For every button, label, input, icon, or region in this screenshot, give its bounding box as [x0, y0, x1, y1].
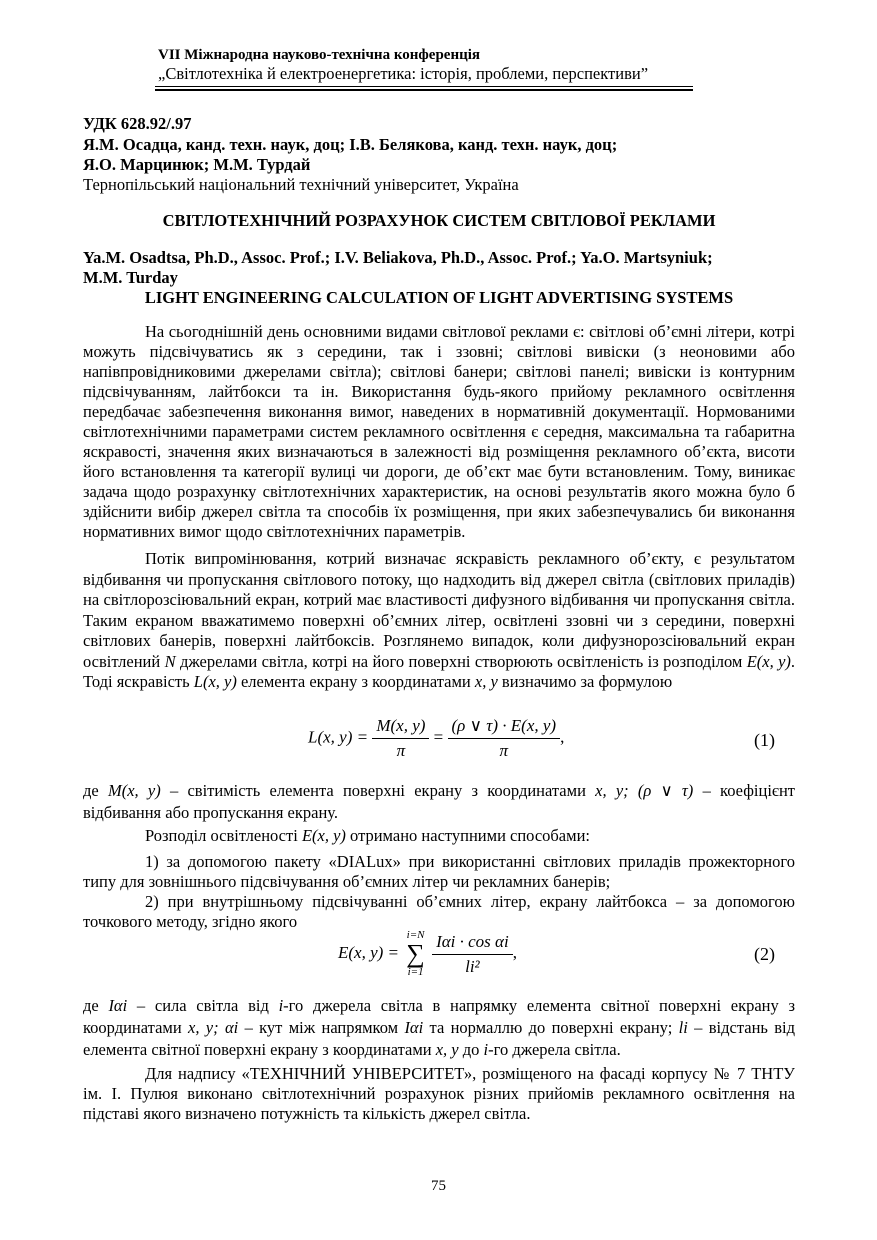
authors-en-line-1: Ya.M. Osadtsa, Ph.D., Assoc. Prof.; I.V. Beliakova, Ph.D., Assoc. Prof.; Ya.O. Martsyniuk; [83, 248, 713, 267]
title-ua: СВІТЛОТЕХНІЧНИЙ РОЗРАХУНОК СИСТЕМ СВІТЛОВОЇ РЕКЛАМИ [162, 211, 716, 230]
paragraph-1: На сьогоднішній день основними видами світлової реклами є: світлові об’ємні літери, котрі можуть підсвічуватись як з середини, так і ззовні; світлові вивіски (з неоновими або напівпровідниковими джерелами світла); світлові банери; світлові панелі; вивіски із контурним підсвічуванням, лайтбокси та ін. Використання будь-якого прийому рекламного освітлення передбачає забезпечення виконання вимог, наведених в нормативній документації. Нормованими світлотехнічними параметрами систем рекламного освітлення є середня, максимальна та габаритна яскравості, значення яких визначаються в залежності від розміщення рекламного об’єкта, висоти його встановлення та категорії вулиці чи дороги, де об’єкт має бути встановленим. Тому, виникає задача щодо розрахунку світлотехнічних характеристик, на основі результатів якого можна було б здійснити вибір джерел світла та способів їх розміщення, при яких забезпечувались би виконання нормативних вимог щодо світлотехнічних параметрів. [83, 322, 795, 541]
formula-1-tail: , [560, 727, 565, 747]
header-rule-thin [155, 86, 693, 87]
conference-title: „Світлотехніка й електроенергетика: історія, проблеми, перспективи” [158, 64, 649, 83]
formula-1-num-1: M(x, y) [372, 716, 429, 739]
symbol-i-2: i [483, 1040, 489, 1059]
formula-2-number: (2) [754, 944, 775, 964]
udc-code: УДК 628.92/.97 [83, 114, 192, 133]
conference-name: VII Міжнародна науково-технічна конференція [158, 47, 481, 63]
paragraph-3 [83, 780, 795, 824]
paragraph-2-text-a: Потік випромінювання, котрий визначає яскравість рекламного об’єкту, є результатом відбивання чи пропускання світлового потоку, що надходить від джерел світла (світлових приладів) на світлорозсіювальний екран, котрий має властивості дифузного відбивання чи пропускання світла. Таким екраном вважатимемо поверхні об’ємних літер, освітлені ззовні чи з середини, поверхні світлових банерів, поверхні лайтбоксів. Розглянемо випадок, коли дифузнорозсіювальний екран освітлений [83, 549, 795, 671]
page-number: 75 [431, 1178, 446, 1194]
symbol-i-alpha-2: Iαi [404, 1018, 424, 1037]
symbol-xy-2: x, y; [595, 781, 629, 800]
formula-2-sum-sign: ∑ [406, 939, 425, 968]
paragraph-7-text-f: до [462, 1040, 480, 1059]
formula-2-sum [406, 930, 425, 978]
authors-ua-line-2: Я.О. Марцинюк; М.М. Турдай [83, 155, 311, 174]
formula-1-fraction-2 [448, 716, 561, 761]
formula-2-lhs: E(x, y) = [338, 942, 400, 962]
symbol-xy-3: x, y; [188, 1018, 219, 1037]
symbol-l-xy: L(x, y) [193, 672, 237, 691]
paragraph-2-text-b: джерелами світла, котрі на його поверхні створюють освітленість із розподілом [179, 651, 743, 671]
paragraph-4 [83, 826, 795, 846]
formula-2-denominator: li² [465, 956, 480, 976]
formula-1-number: (1) [754, 730, 775, 750]
paragraph-7-text-b: -го джерела світла в напрямку елемента світної поверхні екрану з координатами [83, 996, 795, 1037]
conference-header [158, 46, 698, 84]
formula-1-den-2: π [499, 741, 509, 760]
symbol-l: li [678, 1018, 688, 1037]
paragraph-3-text-b: – коефіцієнт відбивання або пропускання екрану. [83, 781, 796, 822]
formula-1-lhs: L(x, y) = [308, 727, 369, 747]
paragraph-7-text-e: – відстань від елемента світної поверхні екрану з координатами [83, 1018, 796, 1059]
symbol-m-xy: M(x, y) [107, 781, 161, 800]
symbol-i: i [278, 996, 284, 1015]
symbol-alpha: αi [224, 1018, 239, 1037]
formula-2-sum-bottom: i=1 [407, 966, 424, 978]
paragraph-7-pre: де [83, 996, 99, 1015]
symbol-i-alpha: Iαi [108, 996, 128, 1015]
authors-en-line-2: M.M. Turday [83, 268, 178, 287]
header-rule-thick [155, 89, 693, 91]
paragraph-4-text-b: отримано наступними способами: [350, 826, 590, 845]
formula-2-sum-top: i=N [406, 929, 425, 941]
paragraph-4-text-a: Розподіл освітленості [145, 826, 298, 845]
paragraph-5: 1) за допомогою пакету «DIALux» при використанні світлових приладів прожекторного типу для зовнішнього підсвічування об’ємних літер чи рекламних банерів; [83, 852, 795, 891]
formula-1-fraction-1 [372, 716, 429, 761]
paragraph-7 [83, 995, 795, 1061]
formula-2-tail: , [512, 942, 517, 962]
paragraph-7-text-g: -го джерела світла. [488, 1040, 621, 1059]
formula-1 [83, 716, 795, 770]
paragraph-2 [83, 549, 795, 693]
symbol-xy-4: x, y [435, 1040, 459, 1059]
authors-ua-line-1: Я.М. Осадца, канд. техн. наук, доц; І.В. Белякова, канд. техн. наук, доц; [83, 135, 618, 154]
paragraph-8: Для надпису «ТЕХНІЧНИЙ УНІВЕРСИТЕТ», розміщеного на фасаді корпусу № 7 ТНТУ ім. І. Пулюя виконано світлотехнічний розрахунок різних прийомів рекламного освітлення на підставі якого визначено потужність та кількість джерел світла. [83, 1064, 795, 1123]
paragraph-7-text-a: – сила світла від [136, 996, 269, 1015]
paragraph-7-text-c: – кут між напрямком [244, 1018, 399, 1037]
affiliation: Тернопільський національний технічний університет, Україна [83, 175, 519, 194]
formula-2-fraction [432, 932, 513, 977]
symbol-n: N [164, 651, 176, 671]
paragraph-3-text-a: – світимість елемента поверхні екрану з координатами [169, 781, 586, 800]
formula-2-numerator: Iαi · cos αi [432, 932, 513, 955]
symbol-xy: x, y [474, 672, 498, 691]
paragraph-6: 2) при внутрішньому підсвічуванні об’ємних літер, екрану лайтбокса – за допомогою точкового методу, згідно якого [83, 892, 795, 931]
paragraph-2-text-c: . Тоді яскравість [83, 651, 796, 691]
paragraph-7-text-d: та нормаллю до поверхні екрану; [429, 1018, 673, 1037]
formula-1-den-1: π [396, 741, 406, 760]
symbol-e-xy-2: E(x, y) [301, 826, 346, 845]
formula-1-num-2: (ρ ∨ τ) · E(x, y) [448, 716, 561, 739]
symbol-rho-tau: (ρ ∨ τ) [637, 781, 694, 800]
paragraph-3-pre: де [83, 781, 99, 800]
formula-1-eq: = [433, 727, 444, 747]
formula-2 [83, 930, 795, 986]
title-en: LIGHT ENGINEERING CALCULATION OF LIGHT ADVERTISING SYSTEMS [144, 288, 734, 307]
symbol-e-xy: E(x, y) [746, 651, 791, 671]
paragraph-2-text-d: елемента екрану з координатами [240, 672, 471, 691]
paragraph-2-text-e: визначимо за формулою [501, 672, 673, 691]
